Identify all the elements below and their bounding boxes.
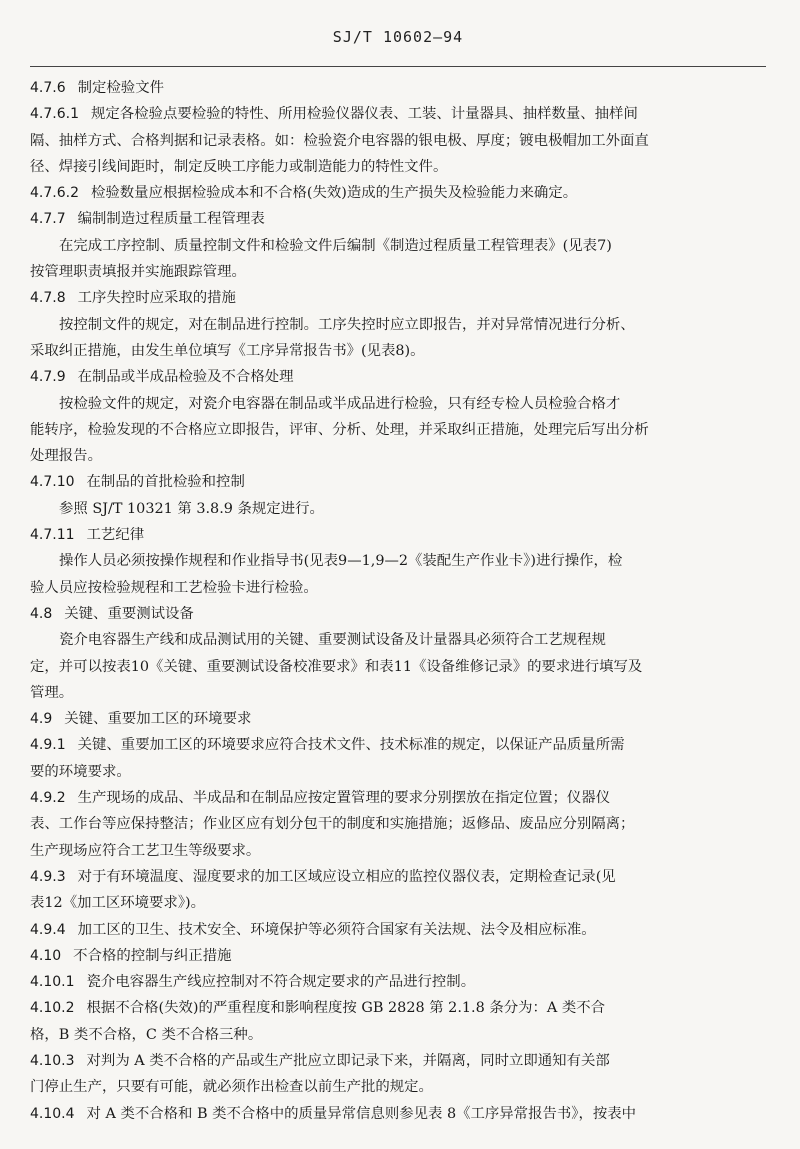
text-line	[30, 706, 766, 732]
text-line	[30, 838, 766, 864]
page-header: SJ/T 10602—94	[332, 28, 464, 46]
text-line	[30, 995, 766, 1021]
clause-text: 生产现场应符合工艺卫生等级要求。	[30, 842, 261, 859]
text-line	[30, 364, 766, 390]
text-line	[30, 548, 766, 574]
clause-text: 不合格的控制与纠正措施	[73, 947, 232, 964]
clause-number: 4.7.10	[30, 474, 75, 491]
clause-number: 4.7.11	[30, 527, 75, 544]
text-line	[30, 233, 766, 259]
text-line	[30, 864, 766, 890]
text-line	[30, 917, 766, 943]
text-line	[30, 627, 766, 653]
clause-number: 4.7.6	[30, 80, 66, 96]
clause-text: 关键、重要加工区的环境要求应符合技术文件、技术标准的规定，以保证产品质量所需	[77, 737, 625, 754]
text-line	[30, 75, 766, 101]
clause-text: 生产现场的成品、半成品和在制品应按定置管理的要求分别摆放在指定位置；仪器仪	[77, 790, 611, 807]
clause-text: 处理报告。	[30, 448, 102, 465]
clause-number: 4.7.9	[30, 369, 66, 386]
clause-number: 4.10.2	[30, 1000, 75, 1017]
clause-text: 验人员应按检验规程和工艺检验卡进行检验。	[30, 579, 318, 596]
clause-text: 表12《加工区环境要求》)。	[30, 895, 206, 912]
clause-text: 要的环境要求。	[30, 763, 131, 780]
clause-text: 隔、抽样方式、合格判据和记录表格。如：检验瓷介电容器的银电极、厚度；镀电极帽加工外面直	[30, 132, 649, 149]
text-line	[30, 785, 766, 811]
clause-text: 按控制文件的规定，对在制品进行控制。工序失控时应立即报告，并对异常情况进行分析、	[59, 316, 635, 333]
clause-text: 表、工作台等应保持整洁；作业区应有划分包干的制度和实施措施；返修品、废品应分别隔离；	[30, 816, 635, 833]
text-line	[30, 890, 766, 916]
clause-text: 对 A 类不合格和 B 类不合格中的质量异常信息则参见表 8《工序异常报告书》，按表中	[86, 1105, 637, 1122]
clause-number: 4.8	[30, 605, 53, 622]
document-body	[30, 75, 766, 1127]
text-line	[30, 469, 766, 495]
text-line	[30, 128, 766, 154]
clause-number: 4.10.1	[30, 974, 75, 991]
text-line	[30, 1022, 766, 1048]
text-line	[30, 180, 766, 206]
text-line	[30, 1048, 766, 1074]
text-line	[30, 206, 766, 232]
text-line	[30, 338, 766, 364]
clause-text: 检验数量应根据检验成本和不合格(失效)造成的生产损失及检验能力来确定。	[90, 185, 578, 202]
text-line	[30, 417, 766, 443]
text-line	[30, 943, 766, 969]
clause-text: 格，B 类不合格，C 类不合格三种。	[30, 1026, 263, 1043]
clause-number: 4.9.4	[30, 921, 66, 938]
clause-text: 瓷介电容器生产线应控制对不符合规定要求的产品进行控制。	[86, 974, 476, 991]
clause-number: 4.7.6.1	[30, 106, 79, 123]
text-line	[30, 680, 766, 706]
clause-text: 关键、重要测试设备	[64, 605, 194, 622]
clause-number: 4.10	[30, 947, 62, 964]
text-line	[30, 1074, 766, 1100]
clause-text: 采取纠正措施，由发生单位填写《工序异常报告书》(见表8)。	[30, 342, 425, 359]
clause-number: 4.9.3	[30, 868, 66, 885]
clause-text: 能转序，检验发现的不合格应立即报告，评审、分析、处理，并采取纠正措施，处理完后写出分析	[30, 421, 649, 438]
clause-text: 瓷介电容器生产线和成品测试用的关键、重要测试设备及计量器具必须符合工艺规程规	[59, 632, 606, 649]
text-line	[30, 101, 766, 127]
text-line	[30, 759, 766, 785]
text-line	[30, 154, 766, 180]
text-line	[30, 732, 766, 758]
text-line	[30, 285, 766, 311]
clause-text: 在制品或半成品检验及不合格处理	[77, 369, 294, 386]
clause-number: 4.10.4	[30, 1105, 75, 1122]
clause-text: 在制品的首批检验和控制	[86, 474, 245, 491]
clause-text: 关键、重要加工区的环境要求	[64, 711, 252, 728]
clause-text: 径、焊接引线间距时，制定反映工序能力或制造能力的特性文件。	[30, 158, 448, 175]
clause-number: 4.9.1	[30, 737, 66, 754]
clause-text: 编制制造过程质量工程管理表	[77, 211, 265, 228]
clause-text: 工艺纪律	[86, 527, 145, 544]
clause-text: 规定各检验点要检验的特性、所用检验仪器仪表、工装、计量器具、抽样数量、抽样间	[90, 106, 638, 123]
clause-text: 操作人员必须按操作规程和作业指导书(见表9—1,9—2《装配生产作业卡》)进行操作，检	[59, 553, 623, 570]
clause-text: 对于有环境温度、湿度要求的加工区域应设立相应的监控仪器仪表，定期检查记录(见	[77, 868, 616, 885]
header-rule	[30, 66, 766, 67]
clause-text: 制定检验文件	[77, 80, 164, 96]
text-line	[30, 811, 766, 837]
clause-number: 4.7.6.2	[30, 185, 79, 202]
text-line	[30, 443, 766, 469]
clause-text: 管理。	[30, 684, 74, 701]
clause-number: 4.10.3	[30, 1052, 75, 1069]
text-line	[30, 969, 766, 995]
clause-text: 在完成工序控制、质量控制文件和检验文件后编制《制造过程质量工程管理表》(见表7)	[59, 237, 612, 254]
clause-text: 门停止生产，只要有可能，就必须作出检查以前生产批的规定。	[30, 1079, 433, 1096]
clause-text: 参照 SJ/T 10321 第 3.8.9 条规定进行。	[59, 500, 324, 517]
text-line	[30, 601, 766, 627]
clause-text: 根据不合格(失效)的严重程度和影响程度按 GB 2828 第 2.1.8 条分为：A 类不合	[86, 1000, 606, 1017]
clause-text: 对判为 A 类不合格的产品或生产批应立即记录下来，并隔离，同时立即通知有关部	[86, 1052, 610, 1069]
clause-text: 按检验文件的规定，对瓷介电容器在制品或半成品进行检验，只有经专检人员检验合格才	[59, 395, 621, 412]
text-line	[30, 391, 766, 417]
text-line	[30, 1101, 766, 1127]
text-line	[30, 575, 766, 601]
text-line	[30, 259, 766, 285]
clause-text: 工序失控时应采取的措施	[77, 290, 236, 307]
text-line	[30, 522, 766, 548]
text-line	[30, 312, 766, 338]
clause-text: 加工区的卫生、技术安全、环境保护等必须符合国家有关法规、法令及相应标准。	[77, 921, 596, 938]
clause-text: 定，并可以按表10《关键、重要测试设备校准要求》和表11《设备维修记录》的要求进行填写及	[30, 658, 643, 675]
clause-text: 按管理职责填报并实施跟踪管理。	[30, 264, 246, 281]
clause-number: 4.9	[30, 711, 53, 728]
text-line	[30, 496, 766, 522]
clause-number: 4.9.2	[30, 790, 66, 807]
clause-number: 4.7.8	[30, 290, 66, 307]
clause-number: 4.7.7	[30, 211, 66, 228]
text-line	[30, 654, 766, 680]
